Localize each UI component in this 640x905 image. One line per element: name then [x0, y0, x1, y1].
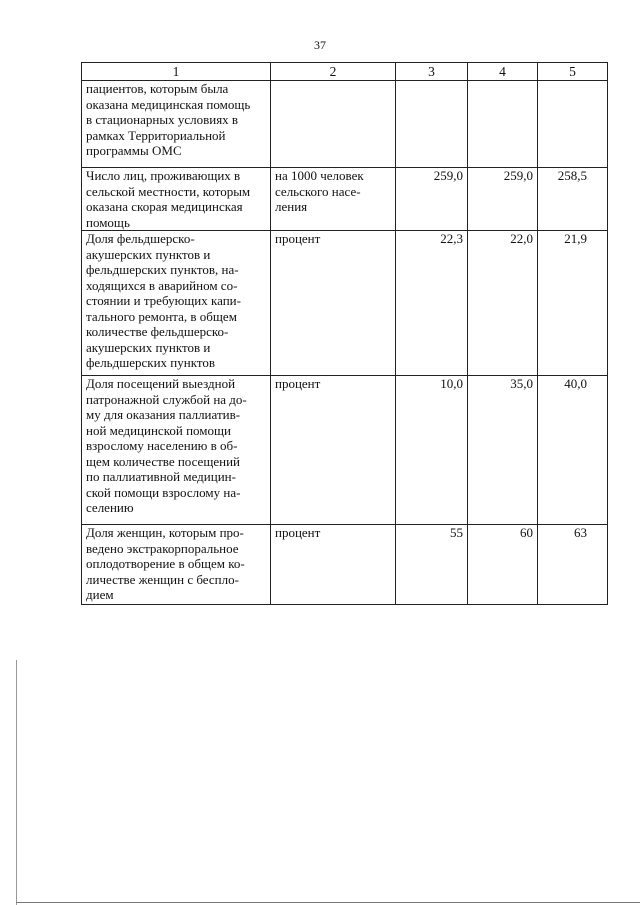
indicator-name-cell: [82, 376, 271, 525]
indicator-name-line: взрослому населению в об-: [86, 438, 238, 453]
indicator-name-line: сельской местности, которым: [86, 183, 251, 199]
unit-line: процент: [275, 231, 321, 246]
value-cell: 10,0: [396, 376, 468, 525]
indicator-name-line: патронажной службой на до-: [86, 391, 247, 407]
column-header: 4: [468, 63, 538, 81]
table-row: [82, 231, 608, 376]
value-cell: 21,9: [538, 231, 608, 376]
scan-edge-line: [16, 660, 17, 905]
unit-cell: [271, 168, 396, 231]
unit-cell: [271, 81, 396, 168]
indicator-name-line: количестве фельдшерско-: [86, 324, 229, 339]
indicator-name-line: фельдшерских пунктов, на-: [86, 262, 239, 277]
indicators-table: [81, 62, 608, 605]
indicator-name-line: оказана медицинская помощь: [86, 96, 251, 112]
unit-cell: [271, 231, 396, 376]
value-cell: 22,0: [468, 231, 538, 376]
scan-edge-line: [16, 902, 640, 903]
value-cell: 63: [538, 525, 608, 605]
indicator-name-line: оплодотворение в общем ко-: [86, 556, 245, 571]
indicator-name-line: ведено экстракорпоральное: [86, 540, 239, 556]
unit-line: на 1000 человек: [275, 168, 364, 183]
indicator-name-cell: [82, 81, 271, 168]
unit-line: сельского насе-: [275, 183, 361, 199]
indicator-name-line: Доля женщин, которым про-: [86, 525, 244, 540]
indicator-name-line: акушерских пунктов и: [86, 339, 211, 355]
indicator-name-line: программы ОМС: [86, 143, 182, 158]
value-cell: [396, 81, 468, 168]
indicator-name-line: Число лиц, проживающих в: [86, 168, 241, 183]
indicator-name-line: дием: [86, 587, 114, 602]
indicator-name-line: щем количестве посещений: [86, 453, 240, 469]
indicator-name-line: рамках Территориальной: [86, 127, 226, 143]
indicator-name-line: стоянии и требующих капи-: [86, 293, 241, 308]
unit-cell: [271, 525, 396, 605]
table-row: [82, 81, 608, 168]
value-cell: 55: [396, 525, 468, 605]
value-cell: 259,0: [468, 168, 538, 231]
column-header: 3: [396, 63, 468, 81]
unit-line: процент: [275, 376, 321, 391]
column-header: 2: [271, 63, 396, 81]
page-number: 37: [314, 38, 326, 52]
value-cell: [468, 81, 538, 168]
value-cell: 259,0: [396, 168, 468, 231]
indicator-name-cell: [82, 525, 271, 605]
indicator-name-line: акушерских пунктов и: [86, 246, 211, 262]
indicator-name-cell: [82, 231, 271, 376]
value-cell: 22,3: [396, 231, 468, 376]
indicator-name-line: пациентов, которым была: [86, 81, 229, 96]
indicator-name-line: ской помощи взрослому на-: [86, 484, 241, 500]
indicator-name-line: ной медицинской помощи: [86, 422, 231, 438]
value-cell: 40,0: [538, 376, 608, 525]
indicator-name-line: Доля фельдшерско-: [86, 231, 195, 246]
indicator-name-line: тального ремонта, в общем: [86, 308, 237, 324]
indicator-name-line: в стационарных условиях в: [86, 112, 239, 127]
indicator-name-line: помощь: [86, 214, 130, 230]
indicator-name-line: фельдшерских пунктов: [86, 355, 216, 370]
column-header: 5: [538, 63, 608, 81]
value-cell: [538, 81, 608, 168]
value-cell: 35,0: [468, 376, 538, 525]
indicator-name-cell: [82, 168, 271, 231]
value-cell: 60: [468, 525, 538, 605]
table-row: [82, 168, 608, 231]
table-header-row: [82, 63, 608, 81]
indicator-name-line: личестве женщин с беспло-: [86, 571, 239, 587]
unit-line: ления: [275, 199, 308, 214]
value-cell: 258,5: [538, 168, 608, 231]
indicator-name-line: по паллиативной медицин-: [86, 469, 236, 484]
indicator-name-line: му для оказания паллиатив-: [86, 407, 241, 422]
column-header: 1: [82, 63, 271, 81]
indicator-name-line: селению: [86, 500, 134, 515]
table-row: [82, 525, 608, 605]
unit-cell: [271, 376, 396, 525]
indicator-name-line: ходящихся в аварийном со-: [86, 277, 238, 293]
indicator-name-line: оказана скорая медицинская: [86, 199, 243, 214]
unit-line: процент: [275, 525, 321, 540]
indicator-name-line: Доля посещений выездной: [86, 376, 236, 391]
table-row: [82, 376, 608, 525]
